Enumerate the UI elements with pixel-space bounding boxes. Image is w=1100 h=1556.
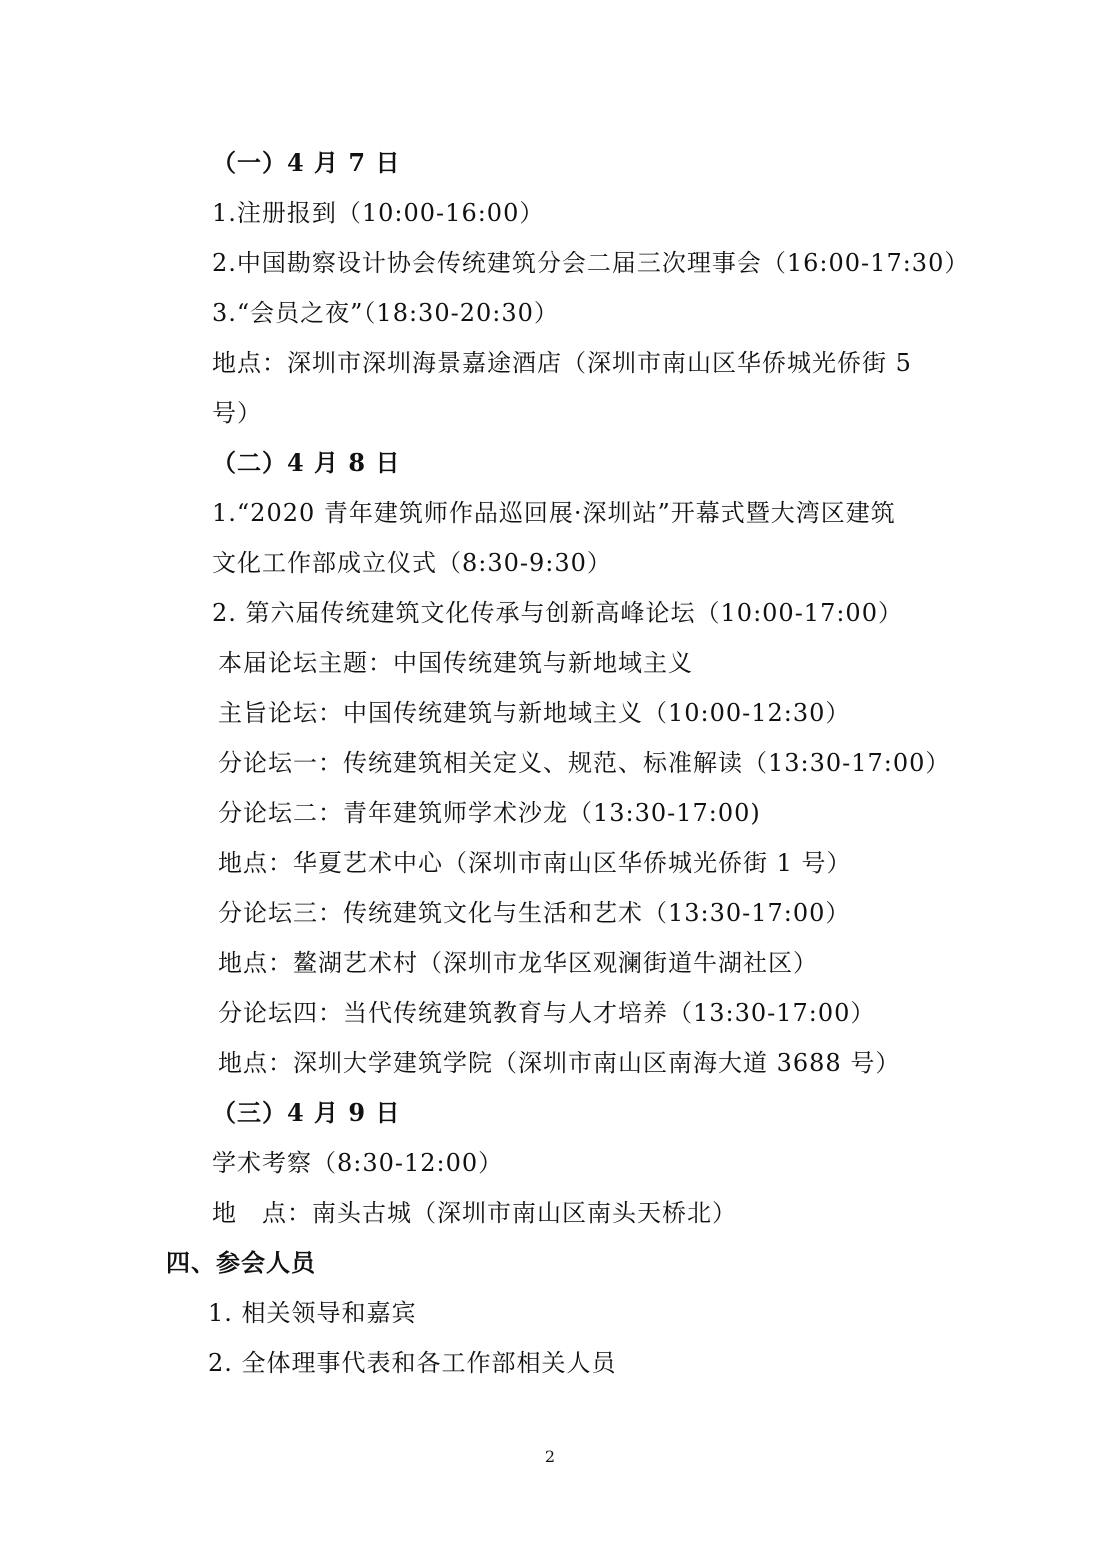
schedule-item-continuation: 文化工作部成立仪式（8:30-9:30） <box>212 549 612 577</box>
location-line: 地点：鳌湖艺术村（深圳市龙华区观澜街道牛湖社区） <box>218 949 818 977</box>
schedule-item: 2.中国勘察设计协会传统建筑分会二届三次理事会（16:00-17:30） <box>212 249 970 277</box>
page-number: 2 <box>544 1447 556 1466</box>
forum-session: 主旨论坛：中国传统建筑与新地域主义（10:00-12:30） <box>218 699 851 727</box>
forum-theme: 本届论坛主题：中国传统建筑与新地域主义 <box>218 649 693 677</box>
forum-session: 分论坛四：当代传统建筑教育与人才培养（13:30-17:00） <box>218 999 876 1027</box>
schedule-item: 1.“2020 青年建筑师作品巡回展·深圳站”开幕式暨大湾区建筑 <box>212 499 896 527</box>
section-heading-attendees: 四、参会人员 <box>166 1248 316 1277</box>
section-heading-april-9: （三）4 月 9 日 <box>212 1098 401 1127</box>
schedule-item: 学术考察（8:30-12:00） <box>212 1149 504 1177</box>
location-line: 地 点：南头古城（深圳市南山区南头天桥北） <box>212 1199 737 1227</box>
schedule-item: 3.“会员之夜”（18:30-20:30） <box>212 299 559 327</box>
schedule-item: 2. 第六届传统建筑文化传承与创新高峰论坛（10:00-17:00） <box>212 599 903 627</box>
attendee-item: 1. 相关领导和嘉宾 <box>208 1299 417 1327</box>
location-line-continuation: 号） <box>212 399 262 427</box>
section-heading-april-7: （一）4 月 7 日 <box>212 148 401 177</box>
forum-session: 分论坛二：青年建筑师学术沙龙（13:30-17:00) <box>218 799 761 827</box>
forum-session: 分论坛三：传统建筑文化与生活和艺术（13:30-17:00） <box>218 899 851 927</box>
forum-session: 分论坛一：传统建筑相关定义、规范、标准解读（13:30-17:00） <box>218 749 951 777</box>
location-line: 地点：华夏艺术中心（深圳市南山区华侨城光侨街 1 号） <box>218 849 852 877</box>
section-heading-april-8: （二）4 月 8 日 <box>212 448 401 477</box>
schedule-item: 1.注册报到（10:00-16:00） <box>212 199 545 227</box>
location-line: 地点：深圳市深圳海景嘉途酒店（深圳市南山区华侨城光侨街 5 <box>212 349 912 377</box>
location-line: 地点：深圳大学建筑学院（深圳市南山区南海大道 3688 号） <box>218 1049 901 1077</box>
attendee-item: 2. 全体理事代表和各工作部相关人员 <box>208 1349 617 1377</box>
